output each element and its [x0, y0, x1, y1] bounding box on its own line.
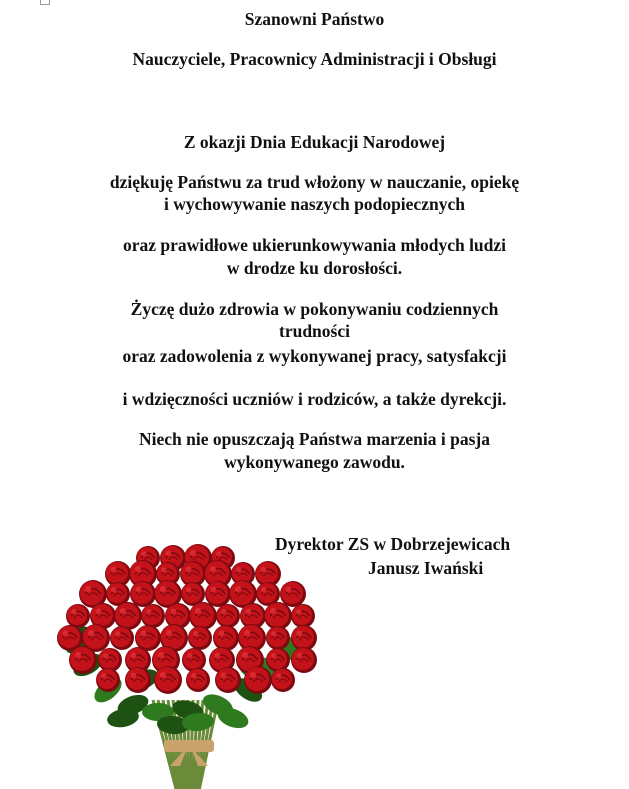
rose: [216, 604, 240, 628]
rose: [264, 602, 292, 630]
gratitude-line: i wdzięczności uczniów i rodziców, a także dyrekcji.: [122, 389, 507, 409]
signature-title: Dyrektor ZS w Dobrzejewicach: [275, 534, 511, 554]
wishes-line-2: trudności: [279, 321, 350, 341]
rose: [188, 626, 212, 650]
closing-line-2: wykonywanego zawodu.: [224, 452, 405, 472]
thanks-line-2: i wychowywanie naszych podopiecznych: [164, 194, 465, 214]
bouquet-roses: [57, 544, 317, 694]
rose: [266, 648, 290, 672]
rose: [182, 648, 206, 672]
guidance-line-2: w drodze ku dorosłości.: [226, 258, 403, 278]
rose: [130, 581, 156, 607]
addressees-text: Nauczyciele, Pracownicy Administracji i Obsługi: [132, 49, 497, 69]
rose: [125, 667, 151, 693]
rose: [189, 602, 217, 630]
rose: [215, 667, 241, 693]
rose: [271, 668, 295, 692]
rose: [69, 646, 97, 674]
rose: [96, 668, 120, 692]
rose: [186, 668, 210, 692]
guidance-line-1: oraz prawidłowe ukierunkowywania młodych ludzi: [122, 235, 507, 255]
rose: [291, 647, 317, 673]
rose: [66, 604, 90, 628]
rose: [291, 604, 315, 628]
rose-bouquet-illustration: [48, 540, 328, 789]
page-corner-marker: [40, 0, 50, 5]
rose: [110, 626, 134, 650]
wishes-line-3: oraz zadowolenia z wykonywanej pracy, satysfakcji: [122, 346, 507, 366]
occasion-text: Z okazji Dnia Edukacji Narodowej: [183, 132, 446, 152]
rose: [244, 666, 272, 694]
wishes-line-1: Życzę dużo zdrowia w pokonywaniu codziennych: [130, 299, 499, 319]
rose: [141, 604, 165, 628]
closing-line-1: Niech nie opuszczają Państwa marzenia i pasja: [139, 429, 490, 449]
signature-name: Janusz Iwański: [368, 558, 484, 578]
greeting-text: Szanowni Państwo: [244, 9, 385, 29]
ribbon-band: [164, 740, 214, 752]
thanks-line-1: dziękuję Państwu za trud włożony w nauczanie, opiekę: [109, 172, 520, 192]
rose: [205, 581, 231, 607]
rose: [154, 666, 182, 694]
rose: [114, 602, 142, 630]
rose: [266, 626, 290, 650]
rose: [213, 625, 239, 651]
rose: [280, 581, 306, 607]
